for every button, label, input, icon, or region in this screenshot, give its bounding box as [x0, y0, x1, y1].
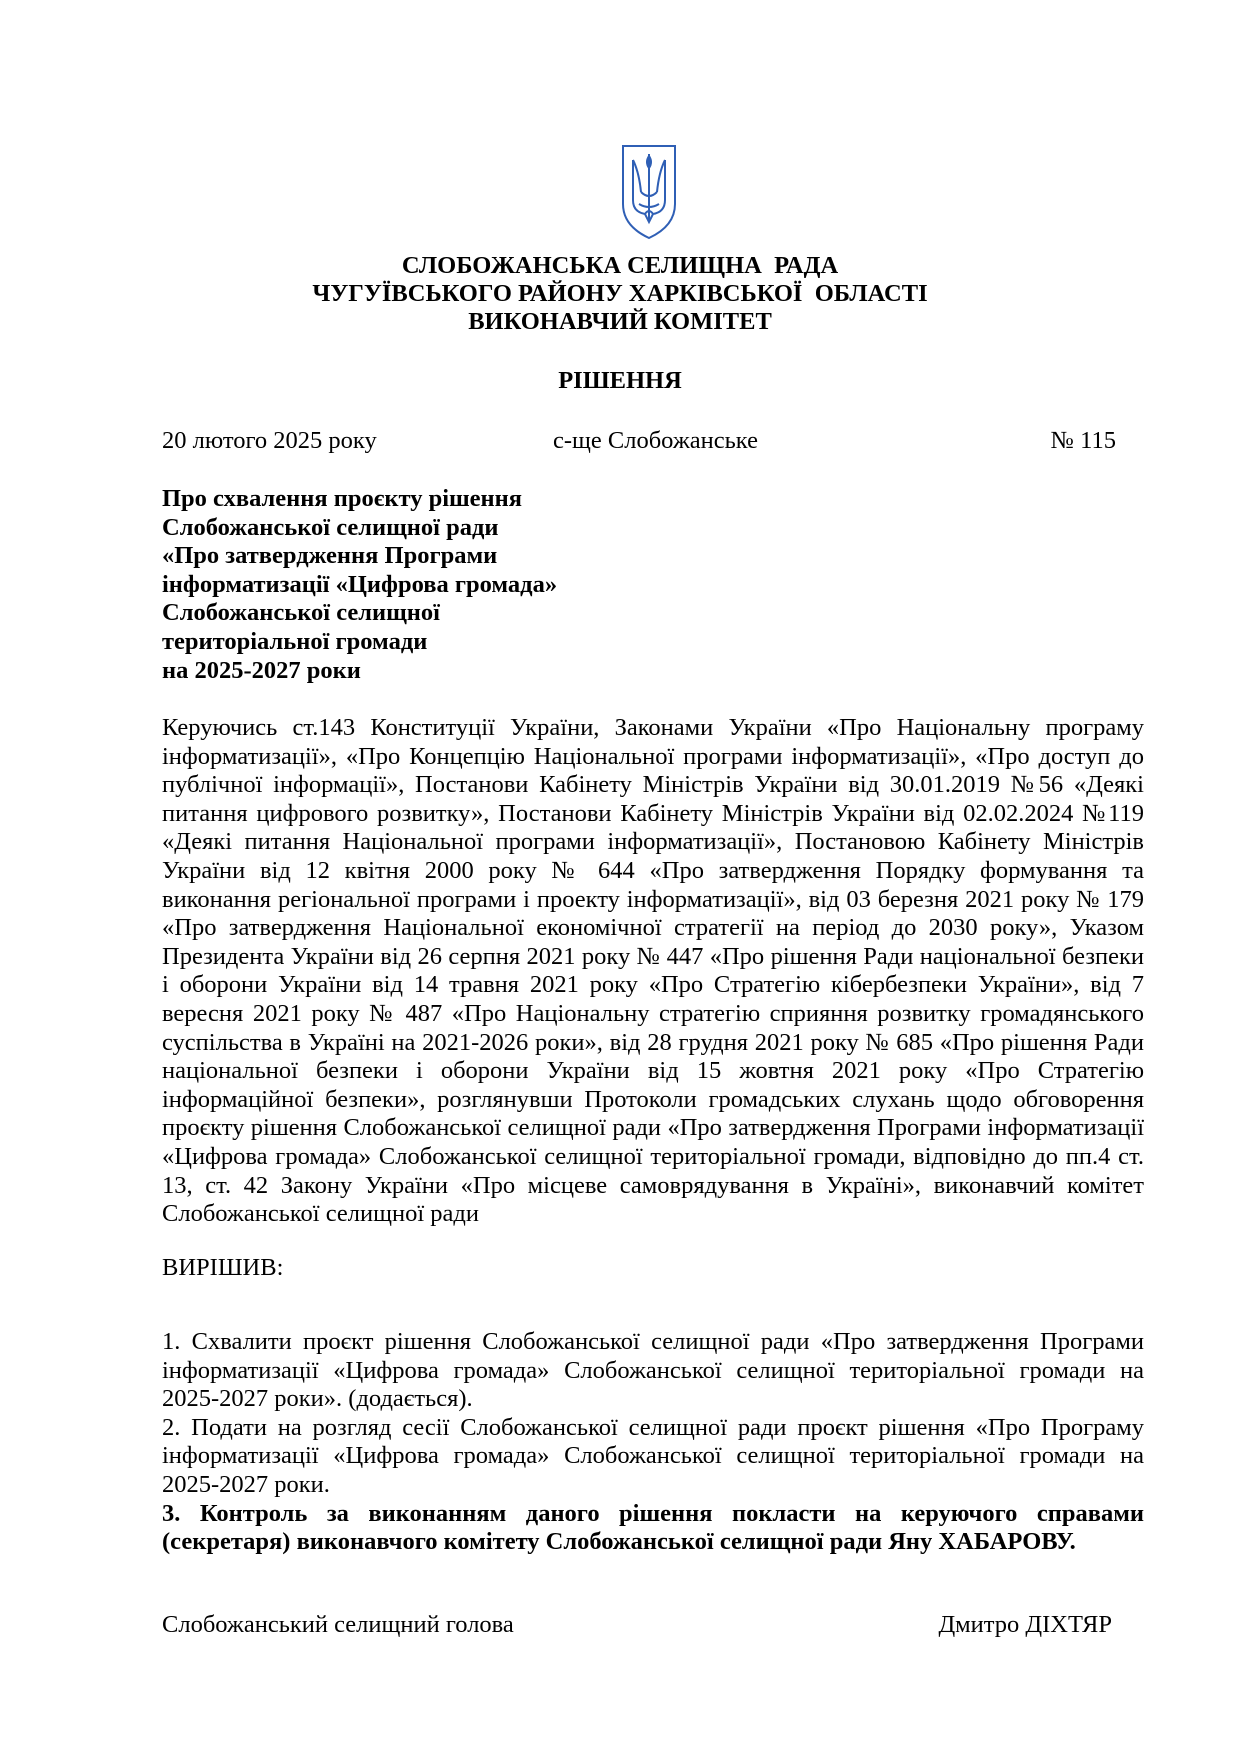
decision-item: 3. Контроль за виконанням даного рішення покласти на керуючого справами (секретаря) виконавчого комітету Слобожанської селищної ради Яну ХАБАРОВУ. [162, 1499, 1144, 1556]
header-line-council: СЛОБОЖАНСЬКА СЕЛИЩНА РАДА [401, 252, 839, 279]
decision-item: 1. Схвалити проєкт рішення Слобожанської селищної ради «Про затвердження Програми інформатизації «Цифрова громада» Слобожанської селищної територіальної громади на 2025-2027 роки». (додається). [162, 1328, 1144, 1413]
trident-coat-of-arms-icon [619, 142, 679, 242]
preamble-paragraph: Керуючись ст.143 Конституції України, Законами України «Про Національну програму інформатизації», «Про Концепцію Національної програми інформатизації», «Про доступ до публічної інформації», Постанови Кабінету Міністрів України від 30.01.2019 №56 «Деякі питання цифрового розвитку», Постанови Кабінету Міністрів України від 02.02.2024 №119 «Деякі питання Національної програми інформатизації», Постановою Кабінету Міністрів України від 12 квітня 2000 року № 644 «Про затвердження Порядку формування та виконання регіональної програми і проекту інформатизації», від 03 березня 2021 року № 179 «Про затвердження Національної економічної стратегії на період до 2030 року», Указом Президента України від 26 серпня 2021 року № 447 «Про рішення Ради національної безпеки і оборони України від 14 травня 2021 року «Про Стратегію кібербезпеки України», від 7 вересня 2021 року № 487 «Про Національну стратегію сприяння розвитку громадянського суспільства в Україні на 2021-2026 роки», від 28 грудня 2021 року № 685 «Про рішення Ради національної безпеки і оборони України від 15 жовтня 2021 року «Про Стратегію інформаційної безпеки», розглянувши Протоколи громадських слухань щодо обговорення проєкту рішення Слобожанської селищної ради «Про затвердження Програми інформатизації «Цифрова громада» Слобожанської селищної територіальної громади, відповідно до пп.4 ст. 13, ст. 42 Закону України «Про місцеве самоврядування в Україні», виконавчий комітет Слобожанської селищної ради [162, 714, 1144, 1228]
subject-line: інформатизації «Цифрова громада» [162, 570, 558, 598]
decision-date: 20 лютого 2025 року [162, 427, 377, 454]
decision-subject [162, 485, 557, 685]
organization-header [0, 252, 1240, 336]
subject-line: територіальної громади [162, 627, 428, 655]
signatory-role: Слобожанський селищний голова [162, 1611, 514, 1638]
decision-place: с-ще Слобожанське [553, 427, 758, 454]
signatory-name: Дмитро ДІХТЯР [938, 1611, 1112, 1638]
subject-line: Про схвалення проєкту рішення [162, 485, 523, 512]
decided-heading: ВИРІШИВ: [162, 1254, 284, 1281]
decision-number: № 115 [1050, 427, 1116, 454]
subject-line: Слобожанської селищної [162, 599, 440, 627]
decision-items [162, 1328, 1144, 1557]
subject-line: «Про затвердження Програми [162, 542, 498, 570]
decision-item: 2. Подати на розгляд сесії Слобожанської селищної ради проєкт рішення «Про Програму інформатизації «Цифрова громада» Слобожанської селищної територіальної громади на 2025-2027 роки. [162, 1413, 1144, 1498]
header-line-district: ЧУГУЇВСЬКОГО РАЙОНУ ХАРКІВСЬКОЇ ОБЛАСТІ [312, 280, 928, 307]
subject-line: на 2025-2027 роки [162, 656, 361, 684]
document-title: РІШЕННЯ [558, 367, 682, 394]
header-line-committee: ВИКОНАВЧИЙ КОМІТЕТ [468, 308, 772, 335]
subject-line: Слобожанської селищної ради [162, 513, 499, 541]
